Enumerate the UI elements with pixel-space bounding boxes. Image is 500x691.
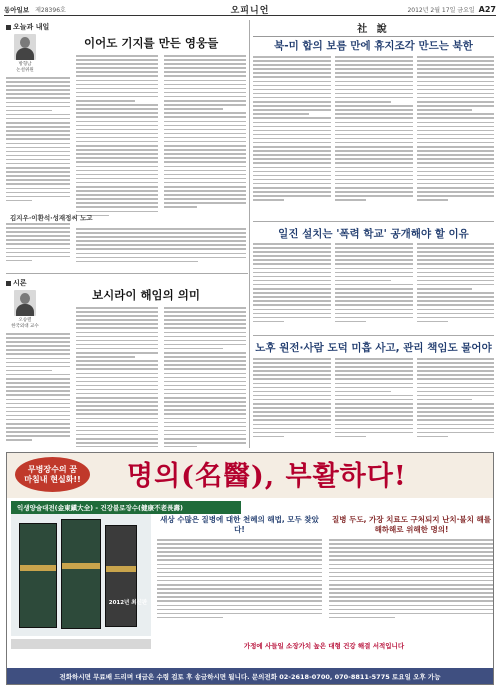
column-body-today-3 bbox=[164, 55, 246, 225]
page-divider bbox=[249, 20, 250, 448]
column-label-today: 오늘과 내일 bbox=[6, 22, 49, 32]
publication-date: 2012년 2월 17일 금요일 bbox=[407, 6, 475, 14]
ad-footer-contact[interactable]: 전화하시면 무료배 드리며 대금은 수령 검토 후 송금하시면 됩니다. 문의전화 02-2618-0700, 070-8811-5775 토요일 오후 가능 bbox=[7, 668, 493, 684]
ad-note: 가정에 사들일 소장가치 높은 대형 건강 해결 서적입니다 bbox=[243, 642, 405, 650]
editorial-section-title: 社 說 bbox=[253, 20, 494, 37]
headline-view: 보시라이 해임의 의미 bbox=[92, 288, 200, 302]
editorial-body-3b bbox=[335, 358, 413, 448]
book-edition-label: 2012년 최신판 bbox=[108, 600, 148, 606]
ad-tag-badge: 무병장수의 꿈 마침내 현실화!! bbox=[15, 457, 90, 492]
byline-today: 방형남 논설위원 bbox=[16, 62, 34, 73]
advertisement[interactable] bbox=[6, 452, 494, 685]
ad-middle-copy bbox=[157, 515, 322, 635]
issue-number: 제28396호 bbox=[35, 6, 66, 14]
column-label-view: 시론 bbox=[6, 278, 27, 288]
newspaper-name: 동아일보 bbox=[4, 5, 30, 14]
column-divider bbox=[6, 273, 248, 274]
column-body-view-1 bbox=[6, 333, 70, 448]
byline-view: 오승렬 한국외대 교수 bbox=[11, 318, 39, 329]
editorial-body-2a bbox=[253, 243, 331, 331]
editorial-headline-3: 노후 원전·사람 도덕 미흡 사고, 관리 책임도 물어야 bbox=[255, 342, 492, 354]
editorial-body-3c bbox=[417, 358, 494, 448]
editorial-divider-2 bbox=[253, 335, 494, 336]
page-number: A27 bbox=[478, 4, 496, 14]
ad-middle-heading: 새상 수많은 질병에 대한 천혜의 해법, 모두 찾았다! bbox=[160, 515, 319, 534]
editorial-divider-1 bbox=[253, 221, 494, 222]
headline-today: 이어도 기지를 만든 영웅들 bbox=[84, 36, 219, 50]
columnist-photo-view bbox=[14, 290, 36, 316]
ad-thumbnail-strip bbox=[11, 639, 151, 649]
ad-right-copy bbox=[329, 515, 494, 635]
editorial-body-3a bbox=[253, 358, 331, 448]
ad-middle-text bbox=[157, 539, 322, 631]
ad-headline: 명의(名醫), 부활하다! bbox=[127, 461, 407, 492]
column-body-today-tail-2 bbox=[76, 228, 246, 268]
ad-product-header: 익생양술대전(金東鎭大全) - 건강불로장수(健康不老長壽) bbox=[11, 501, 241, 514]
square-bullet-icon bbox=[6, 281, 11, 286]
column-body-today-lead bbox=[6, 77, 70, 209]
column-body-today-2 bbox=[76, 55, 158, 225]
book-volume-2 bbox=[61, 519, 101, 629]
square-bullet-icon bbox=[6, 25, 11, 30]
section-title: 오피니언 bbox=[230, 5, 270, 16]
subhead-today: 김지우·이환석·성재정씨 노고 bbox=[10, 214, 93, 222]
columnist-photo-today bbox=[14, 34, 36, 60]
editorial-headline-2: 일진 설치는 '폭력 학교' 공개해야 할 이유 bbox=[278, 228, 469, 240]
editorial-body-2b bbox=[335, 243, 413, 331]
editorial-body-1a bbox=[253, 56, 331, 218]
editorial-body-1b bbox=[335, 56, 413, 218]
column-body-view-3 bbox=[164, 307, 246, 447]
editorial-body-1c bbox=[417, 56, 494, 218]
ad-right-text bbox=[329, 539, 494, 631]
ad-right-heading: 질병 두도, 가장 치료도 구처되지 난치·불치 해를 해하해로 위해한 명의! bbox=[331, 515, 492, 534]
book-volume-1 bbox=[19, 523, 57, 628]
book-volume-3 bbox=[105, 525, 137, 627]
editorial-body-2c bbox=[417, 243, 494, 331]
column-body-view-2 bbox=[76, 307, 158, 447]
masthead bbox=[4, 3, 496, 16]
editorial-headline-1: 북-미 합의 보름 만에 휴지조각 만드는 북한 bbox=[274, 40, 473, 52]
column-body-today-tail bbox=[6, 223, 70, 268]
